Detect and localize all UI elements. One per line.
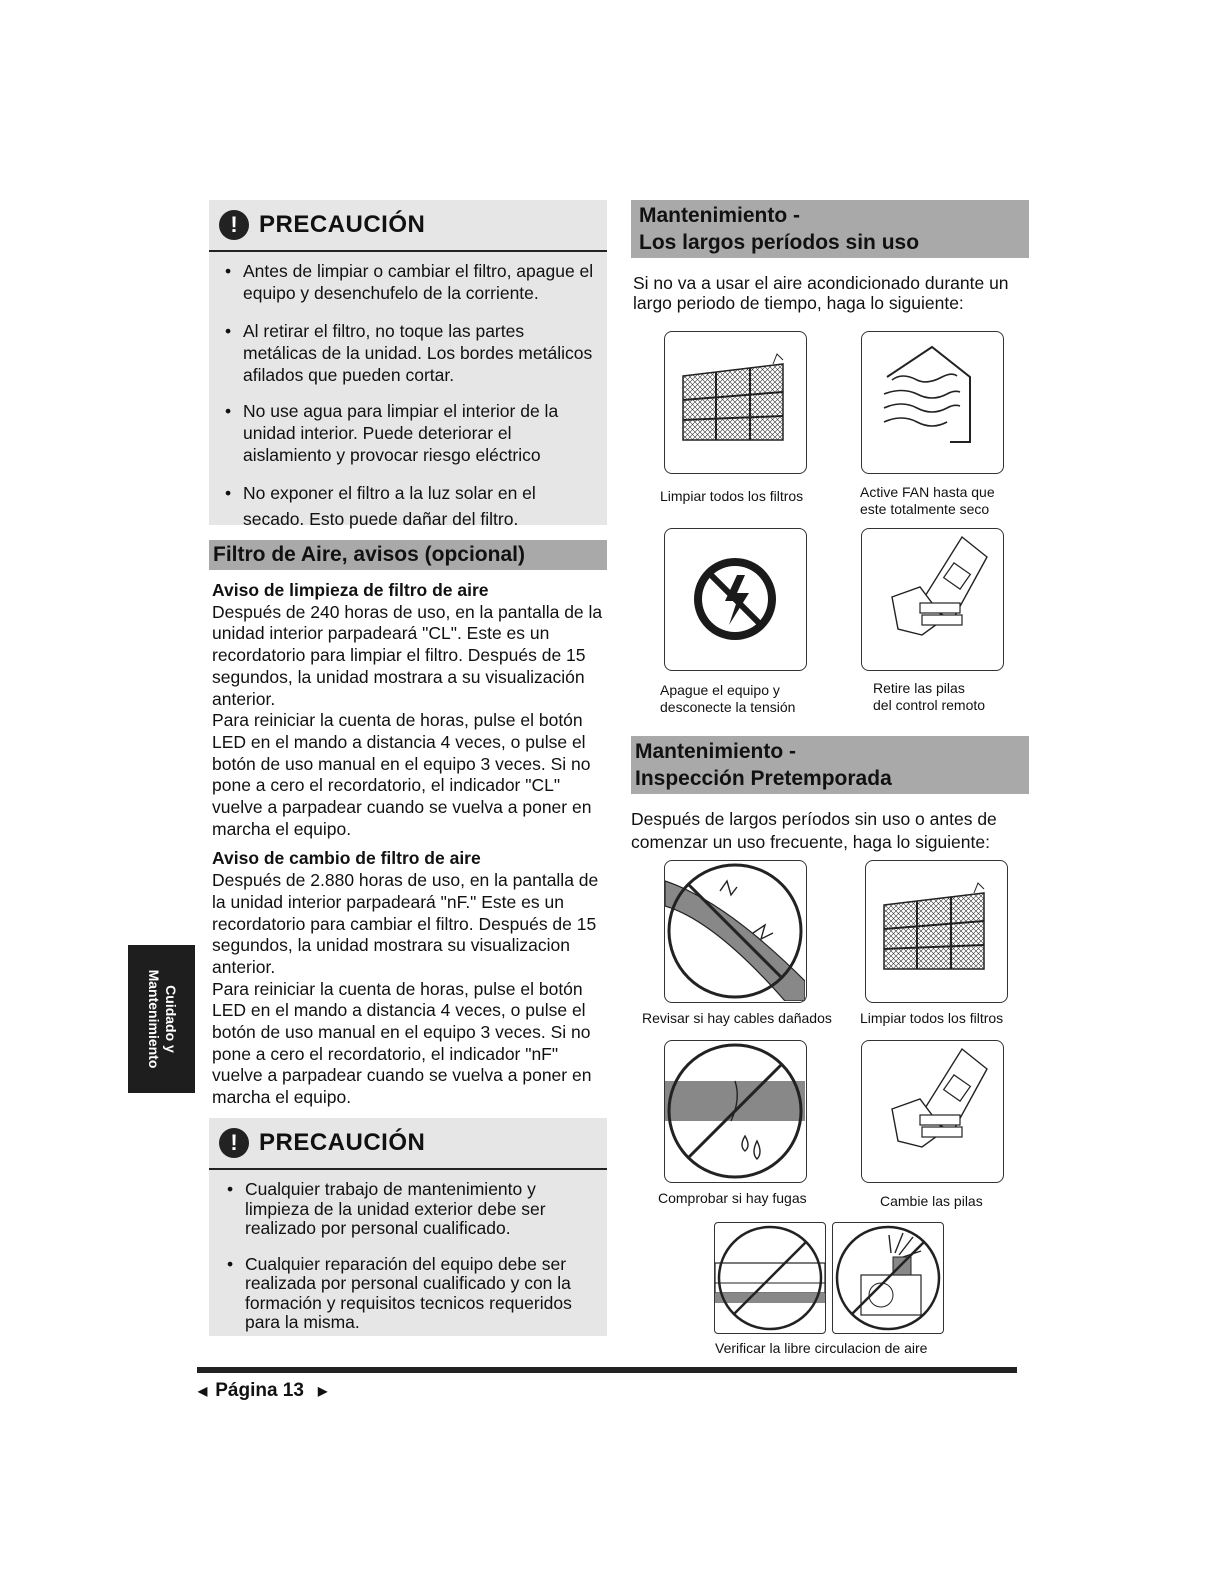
section-title-line: Inspección Pretemporada <box>635 767 892 790</box>
exclamation-icon: ! <box>219 210 249 240</box>
figure-change-batteries <box>861 1040 1004 1183</box>
filter-illustration <box>665 332 805 472</box>
caution-header <box>209 200 607 252</box>
figure-clean-filters-2 <box>865 860 1008 1003</box>
house-fan-icon <box>862 332 1002 472</box>
caption-check-cables: Revisar si hay cables dañados <box>642 1010 832 1026</box>
figure-check-cables <box>664 860 807 1003</box>
figure-fan-dry <box>861 331 1004 474</box>
caption-change-batteries: Cambie las pilas <box>880 1193 983 1209</box>
remote-battery-icon <box>862 529 1002 669</box>
caution-item: • Cualquier trabajo de mantenimiento y limpieza de la unidad exterior debe ser realizado por personal cualificado. <box>227 1179 546 1238</box>
page-nav <box>198 1380 327 1402</box>
caution-item: • Cualquier reparación del equipo debe ser realizada por personal cualificado y con la formación y requisitos tecnicos requeridos para la misma. <box>227 1253 572 1332</box>
caption-power-off <box>660 682 830 716</box>
caption-clean-filters: Limpiar todos los filtros <box>660 488 804 504</box>
notice-text: Después de 240 horas de uso, en la pantalla de la unidad interior parpadeará "CL". Este es un recordatorio para limpiar el filtro. Después de 15 segundos, la unidad mostrara a su visualización anterior. <box>212 601 603 709</box>
side-tab <box>128 945 195 1093</box>
blocked-outdoor-unit-icon <box>833 1223 943 1333</box>
section-title-line: Mantenimiento - <box>639 204 800 227</box>
caution-item: • No use agua para limpiar el interior de la unidad interior. Puede deteriorar el aislamiento y provocar riesgo eléctrico <box>225 401 559 465</box>
caption-check-leaks: Comprobar si hay fugas <box>658 1190 807 1206</box>
long-periods-intro: Si no va a usar el aire acondicionado durante un largo periodo de tiempo, haga lo siguiente: <box>633 273 1009 313</box>
filter-illustration <box>866 861 1006 1001</box>
section-title-line: Mantenimiento - <box>635 740 796 763</box>
notice-text: Después de 2.880 horas de uso, en la pantalla de la unidad interior parpadeará "nF." Este es un recordatorio para cambiar el filtro. Después de 15 segundos, la unidad mostrara su visualizacion anterior. <box>212 870 599 977</box>
notice-title: Aviso de limpieza de filtro de aire <box>212 580 489 600</box>
section-header-filter <box>209 540 607 570</box>
section-header-long-periods <box>631 200 1029 258</box>
notice-text: Para reiniciar la cuenta de horas, pulse el botón LED en el mando a distancia 4 veces, o pulse el botón de uso manual en el equipo 3 veces. Si no pone a cero el recordatorio, el indicador "CL" vuelve a parpadear cuando se vuelva a poner en marcha el equipo. <box>212 710 592 839</box>
footer-rule <box>197 1367 1017 1373</box>
caution-title: PRECAUCIÓN <box>259 211 426 238</box>
caution-box-bottom <box>209 1118 607 1336</box>
section-header-pre-season <box>631 736 1029 794</box>
figure-remove-batteries <box>861 528 1004 671</box>
damaged-cable-icon <box>665 861 805 1001</box>
prev-page-icon[interactable]: ◀ <box>198 1384 208 1398</box>
caution-title: PRECAUCIÓN <box>259 1129 426 1156</box>
caution-item: • Antes de limpiar o cambiar el filtro, apague el equipo y desenchufelo de la corriente. <box>225 261 594 303</box>
exclamation-icon: ! <box>219 1128 249 1158</box>
caption-line: Apague el equipo y <box>660 682 780 698</box>
notice-text: Para reiniciar la cuenta de horas, pulse el botón LED en el mando a distancia 4 veces, o pulse el botón de uso manual en el equipo 3 veces. Si no pone a cero el recordatorio, el indicador "nF" vuelve a parpadear cuando se vuelva a poner en marcha el equipo. <box>212 978 592 1108</box>
filter-notices <box>212 580 604 1109</box>
caution-item: • Al retirar el filtro, no toque las partes metálicas de la unidad. Los bordes metálicos afilados que pueden cortar. <box>225 321 593 385</box>
caption-line: del control remoto <box>873 697 986 713</box>
pre-season-intro: Después de largos períodos sin uso o antes de comenzar un uso frecuente, haga lo siguiente: <box>631 809 997 852</box>
next-page-icon[interactable]: ▶ <box>317 1384 328 1398</box>
figure-airflow-right <box>832 1222 944 1334</box>
blocked-indoor-unit-icon <box>715 1223 825 1333</box>
side-tab-line: Cuidado y <box>162 985 179 1053</box>
figure-power-off <box>664 528 807 671</box>
caption-clean-filters-2: Limpiar todos los filtros <box>860 1010 1004 1026</box>
notice-title: Aviso de cambio de filtro de aire <box>212 848 481 869</box>
section-title: Filtro de Aire, avisos (opcional) <box>213 543 525 566</box>
caption-remove-batteries <box>873 680 1023 714</box>
side-tab-line: Mantenimiento <box>145 969 162 1069</box>
caption-airflow: Verificar la libre circulacion de aire <box>715 1340 928 1356</box>
caution-item: • No exponer el filtro a la luz solar en el secado. Esto puede dañar del filtro. <box>225 483 536 529</box>
caption-line: desconecte la tensión <box>660 699 796 715</box>
leak-icon <box>665 1041 805 1181</box>
caption-line: Retire las pilas <box>873 680 965 696</box>
section-title-line: Los largos períodos sin uso <box>639 231 920 254</box>
no-power-icon <box>665 529 805 669</box>
caption-fan-dry <box>860 484 1030 518</box>
figure-clean-filters <box>664 331 807 474</box>
page-number: Página 13 <box>215 1380 304 1401</box>
figure-airflow-left <box>714 1222 826 1334</box>
remote-battery-icon <box>862 1041 1002 1181</box>
caption-line: Active FAN hasta que <box>860 484 995 500</box>
figure-check-leaks <box>664 1040 807 1183</box>
caution-box-top <box>209 200 607 529</box>
caution-header <box>209 1118 607 1170</box>
caption-line: este totalmente seco <box>860 501 990 517</box>
